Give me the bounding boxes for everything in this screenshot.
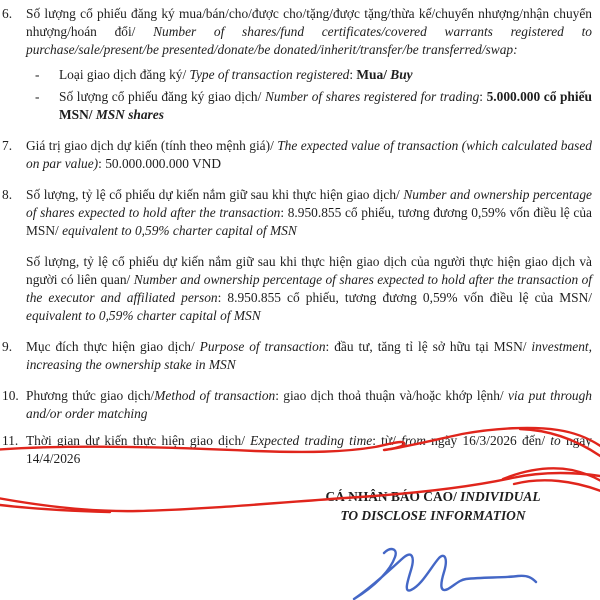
list-item-6 xyxy=(2,5,592,124)
signature-block xyxy=(302,488,564,525)
item-text: Phương thức giao dịch/Method of transaction: giao dịch thoả thuận và/hoặc khớp lệnh/ via put through and/or order matching xyxy=(26,388,592,421)
list-item-7 xyxy=(2,137,592,173)
item-text: Thời gian dự kiến thực hiện giao dịch/ Expected trading time: từ/ from ngày 16/3/2026 đến/ to ngày 14/4/2026 xyxy=(26,433,592,466)
sub-bullet-transaction-type xyxy=(26,66,592,84)
list-item-10 xyxy=(2,387,592,423)
item-text: Số lượng cổ phiếu đăng ký mua/bán/cho/được cho/tặng/được tặng/thừa kế/chuyển nhượng/nhận chuyển nhượng/hoán đổi/ Number of shares/fund certificates/covered warrants registered to purchase/sale/present/be presented/donate/be donated/inherit/transfer/be transferred/swap: xyxy=(26,6,592,57)
handwritten-signature xyxy=(354,549,536,599)
sub-bullet-text: Loại giao dịch đăng ký/ Type of transaction registered: Mua/ Buy xyxy=(59,67,413,82)
item-text: Số lượng, tỷ lệ cổ phiếu dự kiến nắm giữ sau khi thực hiện giao dịch/ Number and ownership percentage of shares expected to hold after the transaction: 8.950.855 cổ phiếu, tương đương 0,59% vốn điều lệ của MSN/ equivalent to 0,59% charter capital of MSN xyxy=(26,187,592,238)
signature-title-line-2: TO DISCLOSE INFORMATION xyxy=(340,507,526,523)
item-text: Mục đích thực hiện giao dịch/ Purpose of transaction: đầu tư, tăng tỉ lệ sở hữu tại MSN/ investment, increasing the ownership stake in MSN xyxy=(26,339,593,372)
item-text: Giá trị giao dịch dự kiến (tính theo mệnh giá)/ The expected value of transaction (which calculated based on par value): 50.000.000.000 VND xyxy=(26,138,592,171)
sub-bullet-text: Số lượng cổ phiếu đăng ký giao dịch/ Number of shares registered for trading: 5.000.000 cổ phiếu MSN/ MSN shares xyxy=(59,89,592,122)
dash-marker: - xyxy=(35,89,40,104)
sub-bullet-registered-shares xyxy=(26,88,592,124)
item-number: 6. xyxy=(2,6,13,21)
item-number: 11. xyxy=(2,433,19,448)
list-item-11 xyxy=(2,432,592,468)
item-number: 9. xyxy=(2,339,13,354)
item-number: 8. xyxy=(2,187,13,202)
list-item-9 xyxy=(2,338,592,374)
item-text-continued: Số lượng, tỷ lệ cổ phiếu dự kiến nắm giữ sau khi thực hiện giao dịch của người thực hiện giao dịch và người có liên quan/ Number and ownership percentage of shares expected to hold after the transaction of the executor and affiliated person: 8.950.855 cổ phiếu, tương đương 0,59% vốn điều lệ của MSN/ equivalent to 0,59% charter capital of MSN xyxy=(26,254,593,323)
dash-marker: - xyxy=(35,67,40,82)
signature-title-line-1: CÁ NHÂN BÁO CÁO/ INDIVIDUAL xyxy=(325,489,541,504)
list-item-8 xyxy=(2,186,592,325)
sub-bullet-list xyxy=(26,66,592,124)
item-number: 7. xyxy=(2,138,13,153)
item-number: 10. xyxy=(2,388,19,403)
